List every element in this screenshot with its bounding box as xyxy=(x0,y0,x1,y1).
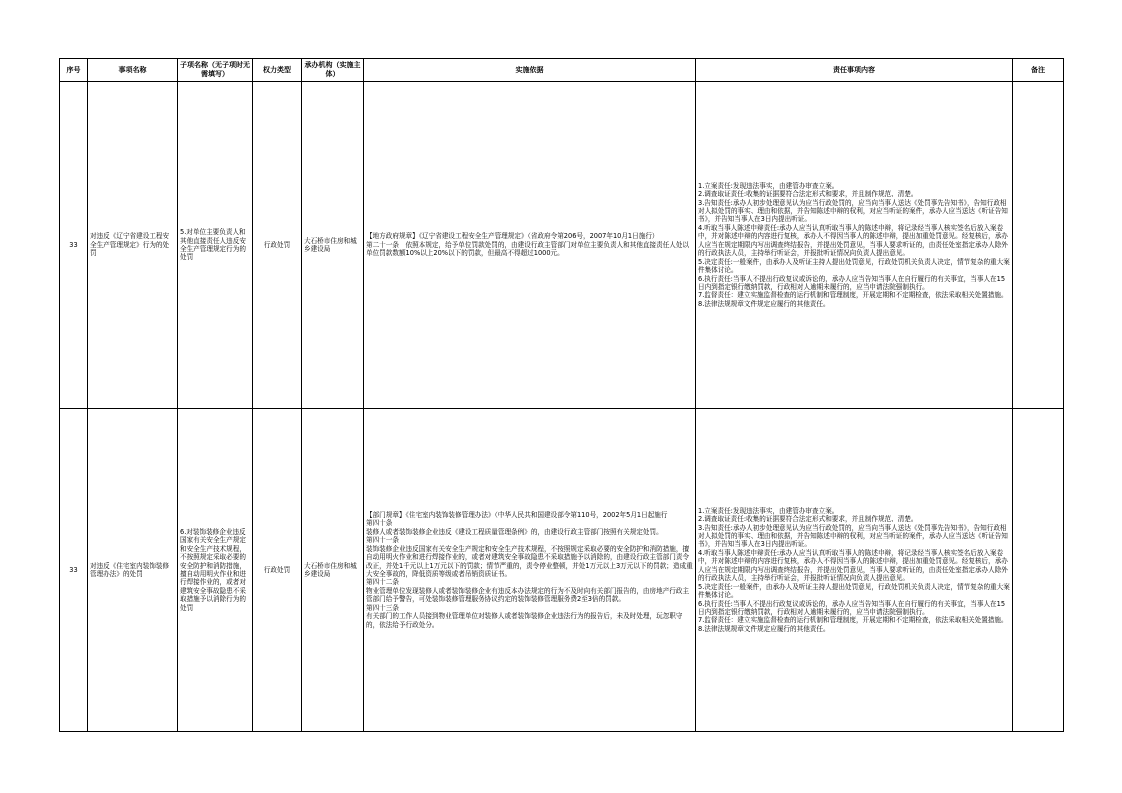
header-power-type: 权力类型 xyxy=(253,59,302,82)
header-seq: 序号 xyxy=(60,59,88,82)
header-remarks: 备注 xyxy=(1013,59,1064,82)
row-power-type: 行政处罚 xyxy=(253,409,302,732)
header-sub-item: 子项名称（无子项时无需填写） xyxy=(178,59,253,82)
row-seq: 33 xyxy=(60,82,88,409)
table-row xyxy=(60,409,1064,732)
row-item-name: 对违反《辽宁省建设工程安全生产管理规定》行为的处罚 xyxy=(88,82,178,409)
row-item-name: 对违反《住宅室内装饰装修管理办法》的处罚 xyxy=(88,409,178,732)
table-row xyxy=(60,82,1064,409)
row-sub-item: 5.对单位主要负责人和其他直接责任人违反安全生产管理规定行为的处罚 xyxy=(178,82,253,409)
row-agency: 大石桥市住房和城乡建设局 xyxy=(302,409,364,732)
header-basis: 实施依据 xyxy=(364,59,696,82)
header-row xyxy=(60,59,1064,82)
header-agency: 承办机构（实施主体） xyxy=(302,59,364,82)
row-duties: 1.立案责任:发现违法事实，由建管办审查立案。 2.调查取证责任:收集的证据要符合法定形式和要求，并且制作规范、清楚。 3.告知责任:承办人初步处理意见认为应当行政处罚的，应当向当事人送达《处罚事先告知书》，告知行政相对人拟处罚的事实、理由和依据，并告知陈述申辩的权利，对应当听证的案件，承办人应当送达《听证告知书》，并告知当事人在3日内提出听证。 4.听取当事人陈述申辩责任:承办人应当认真听取当事人的陈述申辩，将记录经当事人核实签名后放入案卷中，并对陈述申辩的内容进行复核，承办人不得因当事人的陈述申辩，提出加重处罚意见。经复核后，承办人应当在规定期限内写出调查终结报告，并提出处罚意见，当事人要求听证的，由责任处室指定承办人除外的行政执法人员，主持举行听证会，并报批听证情况向负责人提出意见。 5.决定责任:一般案件，由承办人及听证主持人提出处罚意见，行政处罚机关负责人决定，情节复杂的重大案件集体讨论。 6.执行责任:当事人不提出行政复议或诉讼的，承办人应当告知当事人在自行履行的有关事宜，当事人在15日内到指定银行缴纳罚款，行政相对人逾期未履行的，应当申请法院强制执行。 7.监督责任：建立实施监督检查的运行机制和管理制度，开展定期和不定期检查，依法采取相关处置措施。 8.法律法规规章文件规定应履行的其他责任。 xyxy=(696,409,1013,732)
row-basis: 【部门规章】《住宅室内装饰装修管理办法》（中华人民共和国建设部令第110号，2002年5月1日起施行 第四十条 装修人或者装饰装修企业违反《建设工程质量管理条例》的，由建设行政主管部门按照有关规定处罚。 第四十一条 装饰装修企业违反国家有关安全生产规定和安全生产技术规程，不按照规定采取必要的安全防护和消防措施，擅自动用明火作业和进行焊接作业的，或者对建筑安全事故隐患不采取措施予以消除的，由建设行政主管部门责令改正，并处1千元以上1万元以下的罚款；情节严重的，责令停业整顿，并处1万元以上3万元以下的罚款；造成重大安全事故的，降低资质等级或者吊销资质证书。 第四十二条 物业管理单位发现装修人或者装饰装修企业有违反本办法规定的行为不及时向有关部门报告的，由房地产行政主管部门给予警告，可处装饰装修管理服务协议约定的装饰装修管理服务费2至3倍的罚款。 第四十三条 有关部门的工作人员接到物业管理单位对装修人或者装饰装修企业违法行为的报告后，未及时处理，玩忽职守的，依法给予行政处分。 xyxy=(364,409,696,732)
header-duties: 责任事项内容 xyxy=(696,59,1013,82)
row-remarks xyxy=(1013,409,1064,732)
row-basis: 【地方政府规章】《辽宁省建设工程安全生产管理规定》（省政府令第206号，2007年10月1日施行） 第二十一条 依照本规定，给予单位罚款处罚的，由建设行政主管部门对单位主要负责人和其他直接责任人处以单位罚款数额10%以上20%以下的罚款，但最高不得超过1000元。 xyxy=(364,82,696,409)
row-sub-item: 6.对装饰装修企业违反国家有关安全生产规定和安全生产技术规程，不按照规定采取必要的安全防护和消防措施，擅自动用明火作业和进行焊接作业的，或者对建筑安全事故隐患不采取措施予以消除行为的处罚 xyxy=(178,409,253,732)
row-agency: 大石桥市住房和城乡建设局 xyxy=(302,82,364,409)
row-seq: 33 xyxy=(60,409,88,732)
row-remarks xyxy=(1013,82,1064,409)
header-item-name: 事项名称 xyxy=(88,59,178,82)
row-duties: 1.立案责任:发现违法事实，由建管办审查立案。 2.调查取证责任:收集的证据要符合法定形式和要求，并且制作规范、清楚。 3.告知责任:承办人初步处理意见认为应当行政处罚的，应当向当事人送达《处罚事先告知书》，告知行政相对人拟处罚的事实、理由和依据，并告知陈述申辩的权利，对应当听证的案件，承办人应当送达《听证告知书》，并告知当事人在3日内提出听证。 4.听取当事人陈述申辩责任:承办人应当认真听取当事人的陈述申辩，将记录经当事人核实签名后放入案卷中，并对陈述申辩的内容进行复核，承办人不得因当事人的陈述申辩，提出加重处罚意见。经复核后，承办人应当在规定期限内写出调查终结报告，并提出处罚意见，当事人要求听证的，由责任处室指定承办人除外的行政执法人员，主持举行听证会，并报批听证情况向负责人提出意见。 5.决定责任:一般案件，由承办人及听证主持人提出处罚意见，行政处罚机关负责人决定，情节复杂的重大案件集体讨论。 6.执行责任:当事人不提出行政复议或诉讼的，承办人应当告知当事人在自行履行的有关事宜，当事人在15日内到指定银行缴纳罚款，行政相对人逾期未履行的，应当申请法院强制执行。 7.监督责任：建立实施监督检查的运行机制和管理制度，开展定期和不定期检查，依法采取相关处置措施。 8.法律法规规章文件规定应履行的其他责任。 xyxy=(696,82,1013,409)
row-power-type: 行政处罚 xyxy=(253,82,302,409)
power-list-table xyxy=(59,58,1064,732)
